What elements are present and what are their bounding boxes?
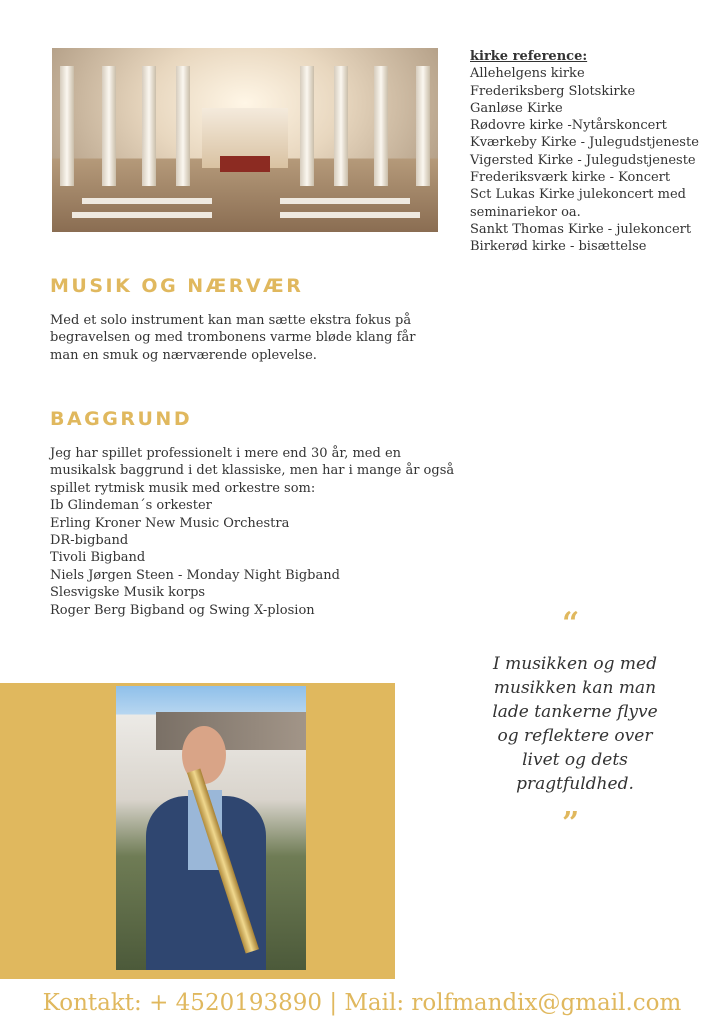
church-interior-photo bbox=[52, 48, 438, 232]
text-line: Jeg har spillet professionelt i mere end 30 år, med en bbox=[50, 446, 402, 461]
reference-item: seminariekor oa. bbox=[470, 204, 581, 220]
reference-item: Sct Lukas Kirke julekoncert med bbox=[470, 187, 686, 203]
section-title-baggrund: BAGGRUND bbox=[50, 408, 193, 430]
orchestra-item: Erling Kroner New Music Orchestra bbox=[50, 515, 290, 531]
orchestra-item: Roger Berg Bigband og Swing X-plosion bbox=[50, 602, 315, 618]
orchestra-item: Ib Glindeman´s orkester bbox=[50, 498, 212, 514]
reference-item: Sankt Thomas Kirke - julekoncert bbox=[470, 221, 692, 237]
orchestra-item: DR-bigband bbox=[50, 533, 129, 549]
section-title-musik: MUSIK OG NÆRVÆR bbox=[50, 275, 304, 297]
church-references bbox=[470, 48, 699, 256]
text-line: musikalsk baggrund i det klassiske, men har i mange år også bbox=[50, 463, 455, 479]
trombonist-portrait-photo bbox=[116, 686, 306, 970]
reference-item: Allehelgens kirke bbox=[470, 66, 585, 82]
close-quote-icon: ” bbox=[562, 806, 580, 841]
orchestra-item: Slesvigske Musik korps bbox=[50, 585, 206, 601]
section-body-baggrund bbox=[50, 445, 470, 619]
references-heading: kirke reference: bbox=[470, 49, 588, 64]
quote-text: I musikken og med musikken kan man lade tankerne flyve og reflektere over livet og dets pragtfuldhed. bbox=[492, 654, 658, 794]
reference-item: Birkerød kirke - bisættelse bbox=[470, 239, 647, 255]
reference-item: Frederiksberg Slotskirke bbox=[470, 83, 636, 99]
orchestra-item: Tivoli Bigband bbox=[50, 550, 146, 566]
orchestra-item: Niels Jørgen Steen - Monday Night Bigband bbox=[50, 567, 340, 583]
open-quote-icon: “ bbox=[562, 606, 580, 641]
reference-item: Frederiksværk kirke - Koncert bbox=[470, 170, 671, 186]
reference-item: Vigersted Kirke - Julegudstjeneste bbox=[470, 152, 696, 168]
reference-item: Kværkeby Kirke - Julegudstjeneste bbox=[470, 135, 699, 151]
contact-info: Kontakt: + 4520193890 | Mail: rolfmandix@gmail.com bbox=[42, 990, 682, 1016]
reference-item: Rødovre kirke -Nytårskoncert bbox=[470, 118, 667, 134]
text-line: spillet rytmisk musik med orkestre som: bbox=[50, 480, 316, 496]
reference-item: Ganløse Kirke bbox=[470, 100, 563, 116]
section-body-musik: Med et solo instrument kan man sætte ekstra fokus på begravelsen og med trombonens varme bløde klang får man en smuk og nærværende oplevelse. bbox=[50, 313, 416, 363]
